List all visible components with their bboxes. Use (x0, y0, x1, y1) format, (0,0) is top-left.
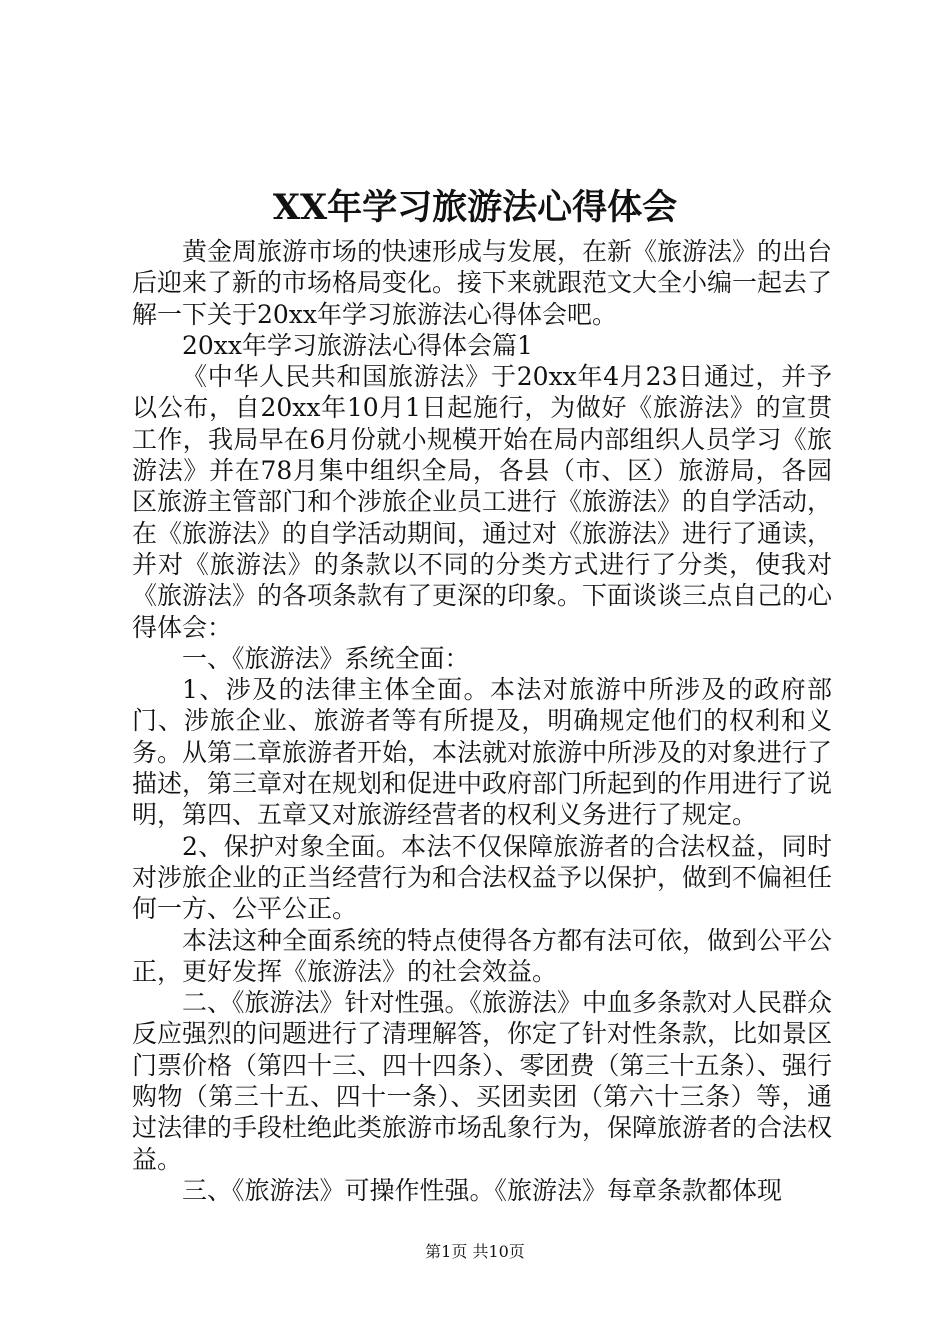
page-number-footer: 第1页 共10页 (425, 1242, 525, 1261)
paragraph-background: 《中华人民共和国旅游法》于20xx年4月23日通过，并予以公布，自20xx年10月1日起施行，为做好《旅游法》的宣贯工作，我局早在6月份就小规模开始在局内部组织人员学习《旅游法》并在78月集中组织全局，各县（市、区）旅游局，各园区旅游主管部门和个涉旅企业员工进行《旅游法》的自学活动，在《旅游法》的自学活动期间，通过对《旅游法》进行了通读，并对《旅游法》的条款以不同的分类方式进行了分类，使我对《旅游法》的各项条款有了更深的印象。下面谈谈三点自己的心得体会： (132, 362, 833, 642)
paragraph-article-heading: 20xx年学习旅游法心得体会篇1 (182, 330, 533, 360)
paragraph-section-3: 三、《旅游法》可操作性强。《旅游法》每章条款都体现 (182, 1175, 783, 1205)
paragraph-intro: 黄金周旅游市场的快速形成与发展，在新《旅游法》的出台后迎来了新的市场格局变化。接下来就跟范文大全小编一起去了解一下关于20xx年学习旅游法心得体会吧。 (132, 237, 833, 329)
paragraph-section-2: 二、《旅游法》针对性强。《旅游法》中血多条款对人民群众反应强烈的问题进行了清理解答，你定了针对性条款，比如景区门票价格（第四十三、四十四条）、零团费（第三十五条）、强行购物（第三十五、四十一条）、买团卖团（第六十三条）等，通过法律的手段杜绝此类旅游市场乱象行为，保障旅游者的合法权益。 (132, 988, 833, 1174)
paragraph-section-1-summary: 本法这种全面系统的特点使得各方都有法可依，做到公平公正，更好发挥《旅游法》的社会效益。 (132, 925, 833, 986)
paragraph-point-1: 1、涉及的法律主体全面。本法对旅游中所涉及的政府部门、涉旅企业、旅游者等有所提及，明确规定他们的权利和义务。从第二章旅游者开始，本法就对旅游中所涉及的对象进行了描述，第三章对在规划和促进中政府部门所起到的作用进行了说明，第四、五章又对旅游经营者的权利义务进行了规定。 (132, 675, 833, 830)
paragraph-point-2: 2、保护对象全面。本法不仅保障旅游者的合法权益，同时对涉旅企业的正当经营行为和合法权益予以保护，做到不偏袒任何一方、公平公正。 (132, 831, 833, 924)
document-body (132, 236, 832, 1206)
paragraph-section-1-heading: 一、《旅游法》系统全面： (182, 643, 470, 673)
document-title: XX年学习旅游法心得体会 (272, 187, 678, 228)
